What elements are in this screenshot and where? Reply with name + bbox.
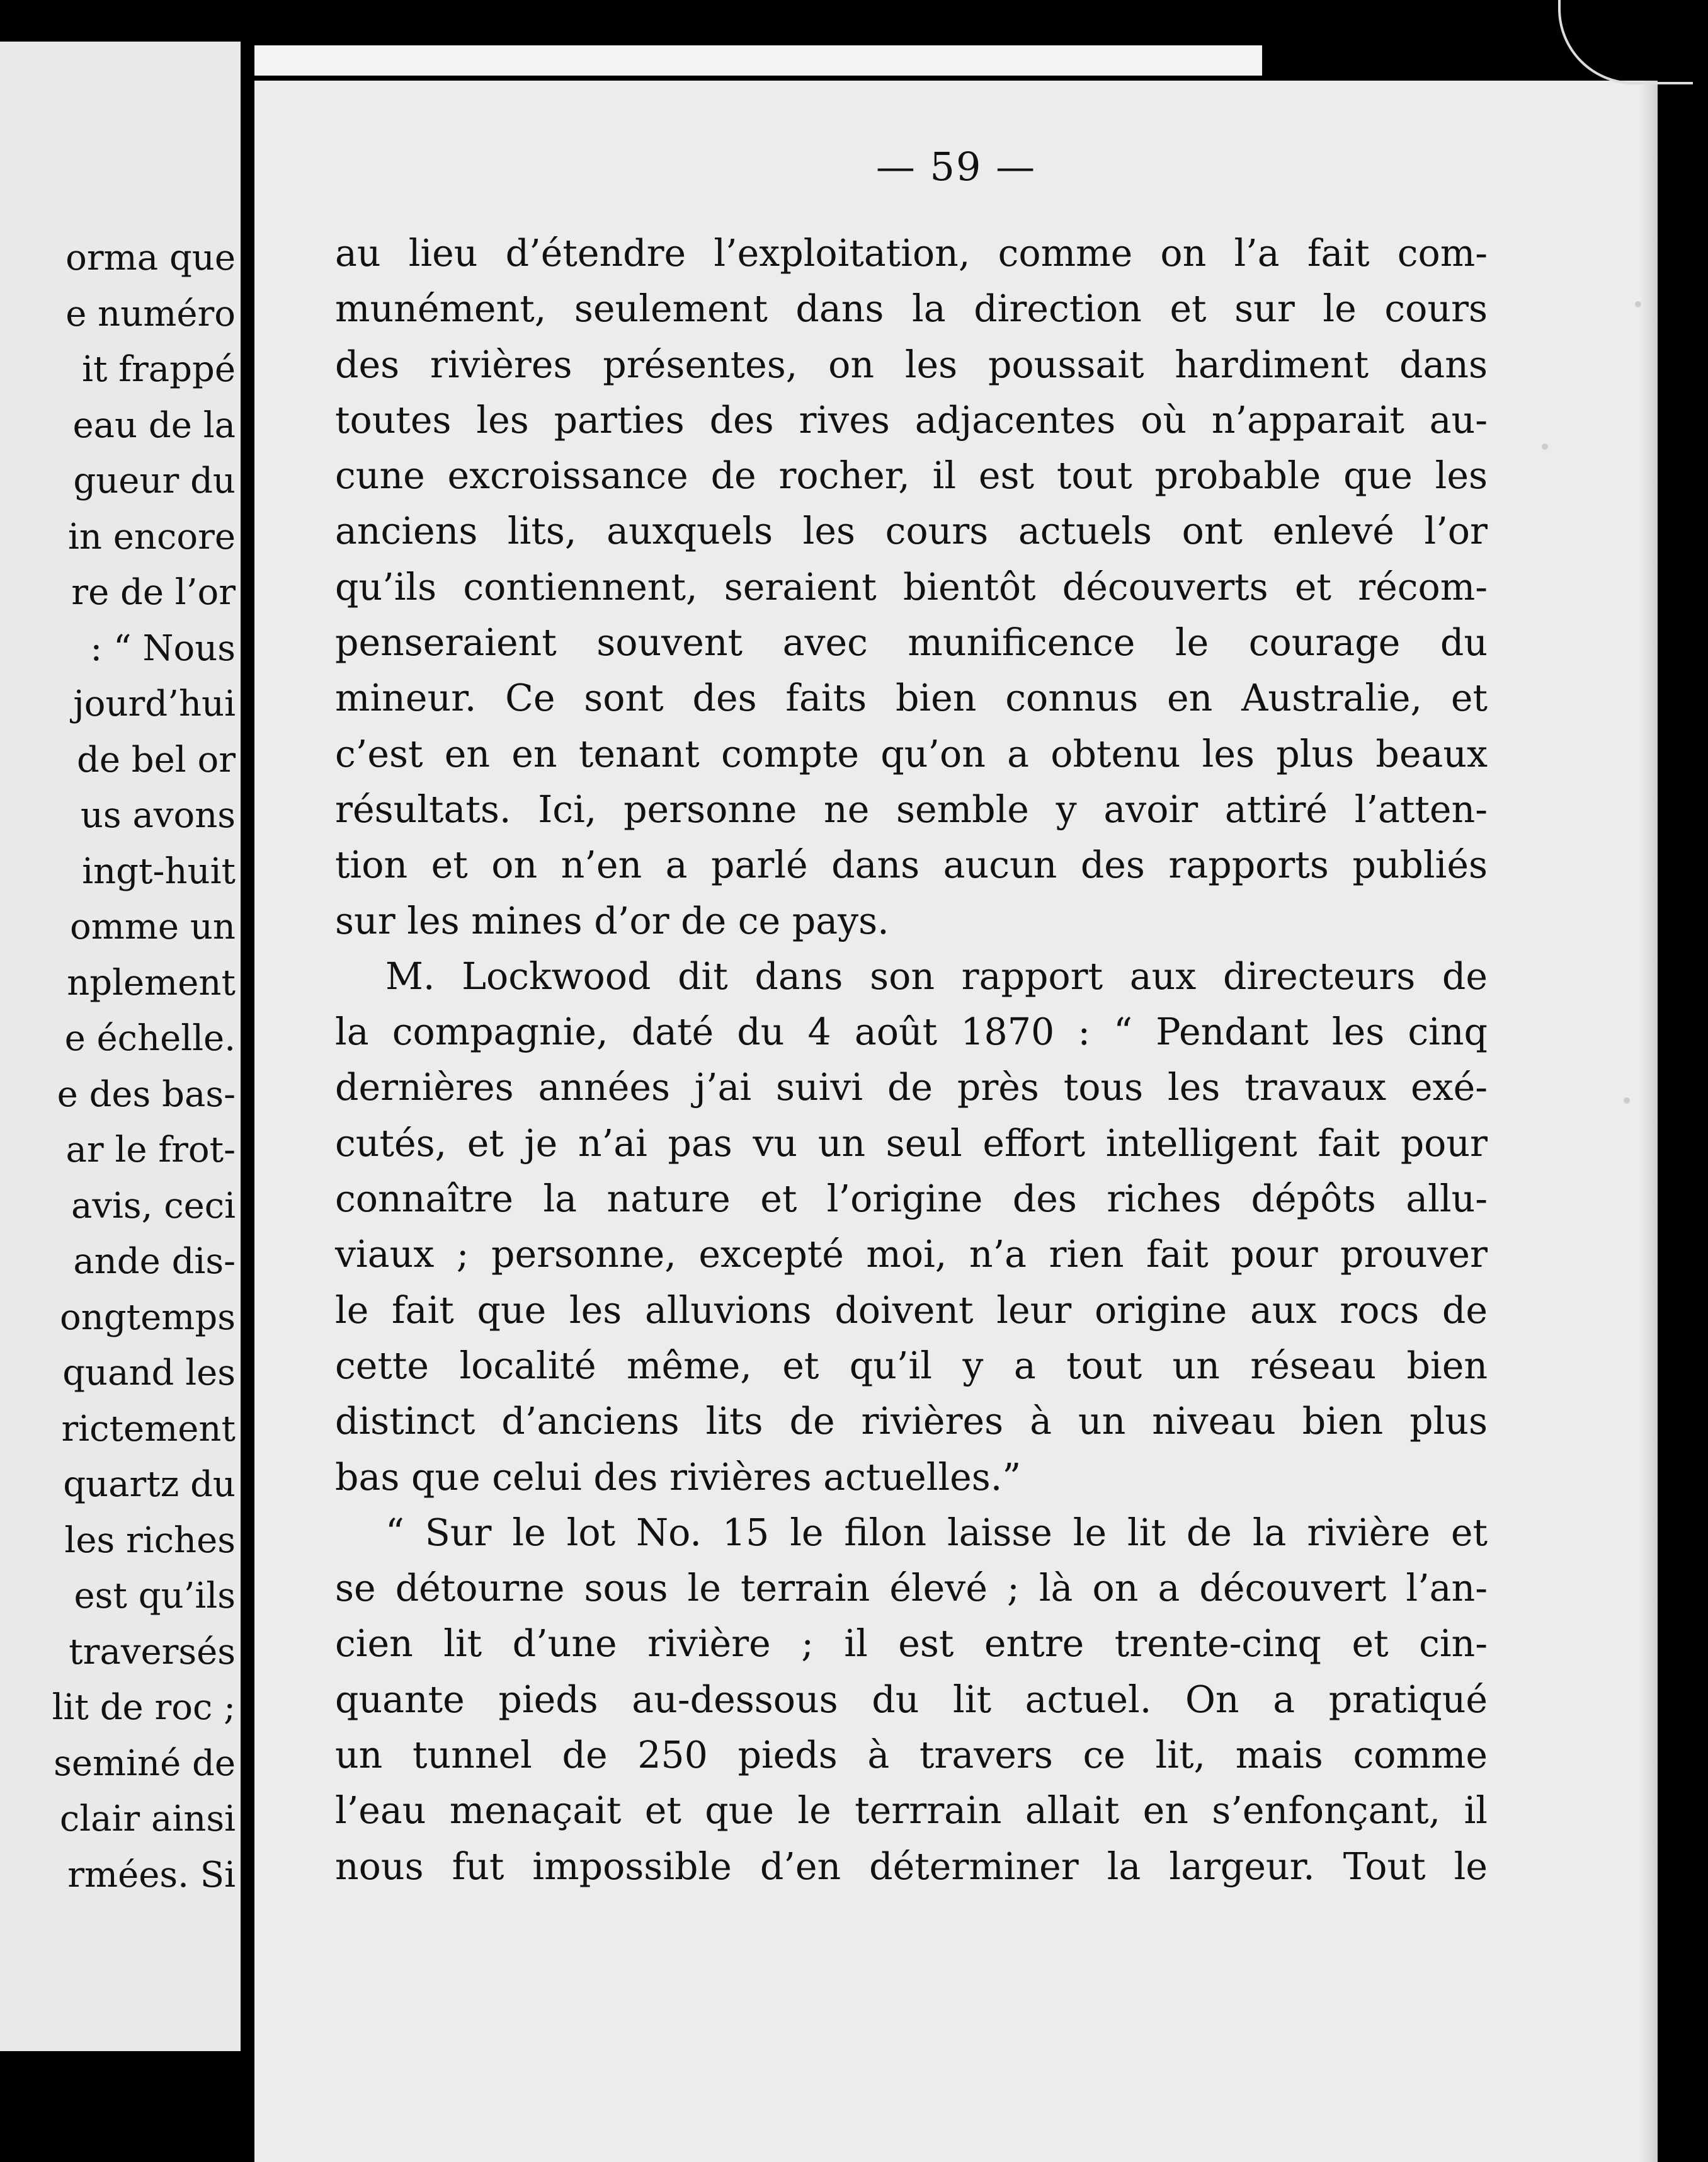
left-line: rmées. Si: [67, 1854, 236, 1896]
left-page-text: [9, 231, 236, 1903]
text-line: “ Sur le lot No. 15 le filon laisse le lit de la rivière et: [385, 1511, 1488, 1554]
text-line: M. Lockwood dit dans son rapport aux directeurs de: [385, 954, 1488, 998]
text-line: mineur. Ce sont des faits bien connus en Australie, et: [335, 677, 1488, 720]
text-line: cune excroissance de rocher, il est tout probable que les: [335, 454, 1488, 498]
scan-speck: [1635, 301, 1641, 307]
text-line: cette localité même, et qu’il y a tout un réseau bien: [335, 1344, 1488, 1387]
text-line: résultats. Ici, personne ne semble y avoir attiré l’atten-: [335, 787, 1488, 831]
text-line: bas que celui des rivières actuelles.”: [335, 1455, 1022, 1499]
left-line: les riches: [64, 1519, 236, 1561]
text-line: tion et on n’en a parlé dans aucun des rapports publiés: [335, 844, 1488, 887]
right-page: [254, 81, 1658, 2162]
left-line: nplement: [67, 962, 236, 1004]
text-line: distinct d’anciens lits de rivières à un niveau bien plus: [335, 1400, 1488, 1443]
scan-corner-artifact: [1558, 0, 1693, 84]
left-line: ongtemps: [60, 1296, 236, 1338]
text-line: anciens lits, auxquels les cours actuels ont enlevé l’or: [335, 510, 1488, 553]
left-line: ingt-huit: [82, 850, 236, 892]
left-line: e échelle.: [64, 1018, 236, 1059]
page-edge-shadow: [1640, 81, 1658, 2162]
text-line: quante pieds au-dessous du lit actuel. On a pratiqué: [335, 1678, 1488, 1721]
left-line: est qu’ils: [74, 1576, 236, 1616]
left-line: avis, ceci: [71, 1185, 236, 1227]
page-number: — 59 —: [875, 144, 1037, 190]
left-line: omme un: [70, 907, 236, 947]
text-line: des rivières présentes, on les poussait hardiment dans: [335, 343, 1488, 386]
left-line: jourd’hui: [73, 683, 236, 724]
text-line: viaux ; personne, excepté moi, n’a rien fait pour prouver: [335, 1233, 1488, 1276]
left-line: eau de la: [72, 404, 236, 446]
left-line: orma que: [65, 237, 236, 278]
text-line: sur les mines d’or de ce pays.: [335, 899, 889, 942]
text-line: cutés, et je n’ai pas vu un seul effort intelligent fait pour: [335, 1121, 1488, 1165]
left-line: ande dis-: [73, 1241, 236, 1282]
left-line: quand les: [62, 1353, 236, 1393]
left-line: rictement: [61, 1408, 236, 1450]
text-line: le fait que les alluvions doivent leur origine aux rocs de: [335, 1288, 1488, 1332]
scan-speck: [1624, 1097, 1630, 1104]
book-gutter: [241, 44, 254, 2162]
left-line: ar le frot-: [65, 1130, 236, 1170]
left-line: us avons: [80, 795, 236, 836]
text-line: c’est en en tenant compte qu’on a obtenu les plus beaux: [335, 732, 1488, 775]
left-line: quartz du: [63, 1464, 236, 1505]
left-line: it frappé: [82, 349, 236, 390]
text-line: dernières années j’ai suivi de près tous les travaux exé-: [335, 1066, 1488, 1109]
text-line: toutes les parties des rives adjacentes où n’apparait au-: [335, 398, 1488, 442]
text-line: nous fut impossible d’en déterminer la largeur. Tout le: [335, 1845, 1488, 1888]
text-line: un tunnel de 250 pieds à travers ce lit, mais comme: [335, 1734, 1488, 1777]
text-line: penseraient souvent avec munificence le courage du: [335, 621, 1488, 665]
left-line: gueur du: [73, 460, 236, 501]
left-line: in encore: [68, 516, 236, 558]
text-line: au lieu d’étendre l’exploitation, comme on l’a fait com-: [335, 232, 1488, 275]
text-line: la compagnie, daté du 4 août 1870 : “ Pendant les cinq: [335, 1010, 1488, 1054]
text-line: l’eau menaçait et que le terrrain allait en s’enfonçant, il: [335, 1789, 1488, 1833]
text-line: munément, seulement dans la direction et sur le cours: [335, 287, 1488, 331]
text-line: se détourne sous le terrain élevé ; là on a découvert l’an-: [335, 1567, 1488, 1610]
left-page-fragment: [0, 42, 241, 2051]
scan-speck: [1542, 443, 1548, 450]
left-line: clair ainsi: [59, 1799, 236, 1839]
left-line: re de l’or: [71, 572, 236, 613]
body-text: [335, 226, 1488, 1894]
left-line: : “ Nous: [90, 627, 236, 669]
left-line: traversés: [69, 1631, 236, 1673]
left-line: e des bas-: [57, 1073, 236, 1115]
left-line: lit de roc ;: [52, 1687, 236, 1728]
text-line: connaître la nature et l’origine des riches dépôts allu-: [335, 1177, 1488, 1221]
left-line: de bel or: [77, 739, 236, 781]
text-line: cien lit d’une rivière ; il est entre trente-cinq et cin-: [335, 1622, 1488, 1666]
text-line: qu’ils contiennent, seraient bientôt découverts et récom-: [335, 565, 1488, 609]
left-line: seminé de: [54, 1742, 236, 1784]
page-top-edge: [254, 45, 1262, 76]
left-line: e numéro: [65, 293, 236, 335]
